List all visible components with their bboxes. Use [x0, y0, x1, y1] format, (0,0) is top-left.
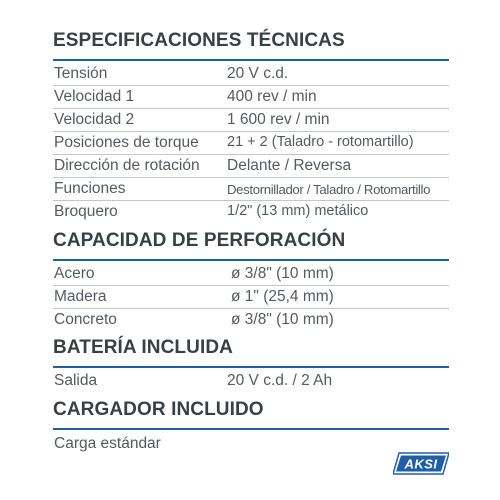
- aksi-logo: [393, 452, 449, 475]
- specs-divider: [53, 59, 449, 61]
- capacity-label: Concreto: [54, 311, 117, 328]
- capacity-table: [53, 263, 449, 331]
- charger-divider: [53, 428, 449, 430]
- specs-label: Broquero: [54, 203, 118, 220]
- specs-row-chuck: [53, 201, 449, 223]
- battery-value: 20 V c.d. / 2 Ah: [227, 372, 333, 389]
- capacity-row-steel: [53, 263, 449, 286]
- capacity-label: Madera: [54, 288, 107, 305]
- specs-value: 1 600 rev / min: [227, 111, 330, 128]
- capacity-row-wood: [53, 286, 449, 309]
- capacity-value: ø 3/8" (10 mm): [231, 311, 334, 328]
- capacity-label: Acero: [54, 265, 95, 282]
- capacity-row-concrete: [53, 309, 449, 331]
- specs-label: Velocidad 2: [54, 111, 135, 128]
- aksi-logo-mark: [393, 452, 449, 475]
- specs-section: [53, 29, 449, 223]
- battery-heading: BATERÍA INCLUIDA: [53, 337, 233, 358]
- capacity-section: [53, 229, 449, 331]
- charger-heading: CARGADOR INCLUIDO: [53, 399, 264, 420]
- battery-table: [53, 370, 449, 392]
- capacity-divider: [53, 259, 449, 261]
- specs-value: Delante / Reversa: [227, 157, 352, 174]
- specs-label: Posiciones de torque: [54, 134, 199, 151]
- capacity-heading: CAPACIDAD DE PERFORACIÓN: [53, 230, 346, 251]
- charger-text: Carga estándar: [54, 435, 161, 452]
- specs-label: Velocidad 1: [54, 88, 135, 105]
- specs-value: 400 rev / min: [227, 88, 317, 105]
- specs-value: 21 + 2 (Taladro - rotomartillo): [227, 134, 414, 150]
- specs-heading: ESPECIFICACIONES TÉCNICAS: [53, 30, 345, 51]
- specs-value: 1/2" (13 mm) metálico: [227, 203, 369, 219]
- specs-row-voltage: [53, 63, 449, 86]
- battery-row-output: [53, 370, 449, 392]
- battery-section: [53, 336, 449, 392]
- capacity-value: ø 1" (25,4 mm): [231, 288, 334, 305]
- specs-label: Dirección de rotación: [54, 157, 200, 174]
- battery-label: Salida: [54, 372, 98, 389]
- specs-row-rotation: [53, 155, 449, 178]
- capacity-value: ø 3/8" (10 mm): [231, 265, 334, 282]
- specs-value: Destornillador / Taladro / Rotomartillo: [227, 182, 431, 197]
- charger-section: [53, 398, 449, 454]
- specs-row-speed-2: [53, 109, 449, 132]
- specs-table: [53, 63, 449, 223]
- aksi-logo-text: AKSI: [404, 456, 438, 472]
- specs-label: Tensión: [54, 65, 108, 82]
- specs-row-functions: [53, 178, 449, 201]
- battery-divider: [53, 366, 449, 368]
- specs-value: 20 V c.d.: [227, 65, 289, 82]
- specs-row-torque: [53, 132, 449, 155]
- specs-row-speed-1: [53, 86, 449, 109]
- specs-label: Funciones: [54, 180, 126, 197]
